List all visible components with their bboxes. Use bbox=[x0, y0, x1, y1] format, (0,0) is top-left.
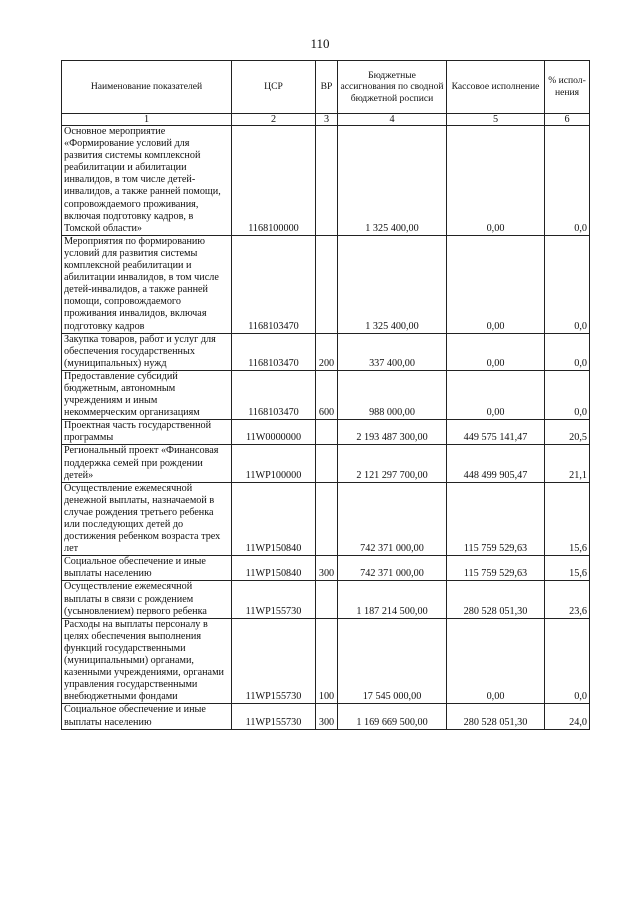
row-budget: 1 325 400,00 bbox=[338, 235, 447, 333]
row-pct: 0,0 bbox=[545, 333, 590, 370]
row-budget: 2 121 297 700,00 bbox=[338, 445, 447, 482]
row-vr bbox=[316, 482, 338, 556]
row-name: Проектная часть государственной программы bbox=[62, 420, 232, 445]
row-budget: 1 169 669 500,00 bbox=[338, 704, 447, 729]
row-csr: 11WP150840 bbox=[232, 482, 316, 556]
row-pct: 20,5 bbox=[545, 420, 590, 445]
row-cash: 0,00 bbox=[447, 126, 545, 236]
row-csr: 1168103470 bbox=[232, 370, 316, 419]
row-budget: 1 325 400,00 bbox=[338, 126, 447, 236]
row-budget: 988 000,00 bbox=[338, 370, 447, 419]
table-row bbox=[62, 556, 590, 581]
table-row bbox=[62, 235, 590, 333]
row-csr: 11WP100000 bbox=[232, 445, 316, 482]
row-cash: 115 759 529,63 bbox=[447, 482, 545, 556]
row-budget: 337 400,00 bbox=[338, 333, 447, 370]
row-csr: 11W0000000 bbox=[232, 420, 316, 445]
row-vr bbox=[316, 235, 338, 333]
header-name: Наименование показателей bbox=[62, 61, 232, 114]
row-name: Мероприятия по формированию условий для развития системы комплексной реабилитации и абилитации инвалидов, в том числе детей-инвалидов, а также ранней помощи, сопровождаемого проживания инвалидов, включая подготовку кадров bbox=[62, 235, 232, 333]
row-cash: 0,00 bbox=[447, 333, 545, 370]
row-name: Осуществление ежемесячной выплаты в связи с рождением (усыновлением) первого ребенка bbox=[62, 581, 232, 618]
row-vr: 300 bbox=[316, 556, 338, 581]
page-number: 110 bbox=[310, 36, 330, 51]
row-pct: 0,0 bbox=[545, 235, 590, 333]
row-csr: 11WP155730 bbox=[232, 581, 316, 618]
column-number: 2 bbox=[232, 114, 316, 126]
row-pct: 21,1 bbox=[545, 445, 590, 482]
table-row bbox=[62, 420, 590, 445]
row-name: Осуществление ежемесячной денежной выплаты, назначаемой в случае рождения третьего ребенка или последующих детей до достижения ребенком возраста трех лет bbox=[62, 482, 232, 556]
row-csr: 11WP155730 bbox=[232, 618, 316, 704]
row-cash: 280 528 051,30 bbox=[447, 581, 545, 618]
header-pct: % испол-нения bbox=[545, 61, 590, 114]
row-name: Предоставление субсидий бюджетным, автономным учреждениям и иным некоммерческим организациям bbox=[62, 370, 232, 419]
row-vr bbox=[316, 126, 338, 236]
header-budget: Бюджетные ассигнования по сводной бюджетной росписи bbox=[338, 61, 447, 114]
row-vr: 600 bbox=[316, 370, 338, 419]
row-name: Закупка товаров, работ и услуг для обеспечения государственных (муниципальных) нужд bbox=[62, 333, 232, 370]
column-number: 1 bbox=[62, 114, 232, 126]
row-pct: 23,6 bbox=[545, 581, 590, 618]
row-vr bbox=[316, 581, 338, 618]
table-row bbox=[62, 445, 590, 482]
row-cash: 280 528 051,30 bbox=[447, 704, 545, 729]
row-budget: 742 371 000,00 bbox=[338, 482, 447, 556]
row-budget: 2 193 487 300,00 bbox=[338, 420, 447, 445]
row-csr: 11WP155730 bbox=[232, 704, 316, 729]
row-name: Основное мероприятие «Формирование условий для развития системы комплексной реабилитации и абилитации инвалидов, в том числе детей-инвалидов, а также ранней помощи, сопровождаемого проживания, включая подготовку кадров, в Томской области» bbox=[62, 126, 232, 236]
header-row bbox=[62, 61, 590, 114]
table-row bbox=[62, 581, 590, 618]
row-cash: 0,00 bbox=[447, 235, 545, 333]
row-name: Расходы на выплаты персоналу в целях обеспечения выполнения функций государственными (муниципальными) органами, казенными учреждениями, органами управления государственными внебюджетными фондами bbox=[62, 618, 232, 704]
column-number: 4 bbox=[338, 114, 447, 126]
table-row bbox=[62, 333, 590, 370]
row-vr bbox=[316, 420, 338, 445]
row-pct: 15,6 bbox=[545, 556, 590, 581]
column-number-row bbox=[62, 114, 590, 126]
row-pct: 15,6 bbox=[545, 482, 590, 556]
row-pct: 0,0 bbox=[545, 370, 590, 419]
table-body bbox=[62, 126, 590, 730]
row-csr: 1168100000 bbox=[232, 126, 316, 236]
row-vr bbox=[316, 445, 338, 482]
header-vr: ВР bbox=[316, 61, 338, 114]
row-cash: 448 499 905,47 bbox=[447, 445, 545, 482]
row-vr: 200 bbox=[316, 333, 338, 370]
row-csr: 11WP150840 bbox=[232, 556, 316, 581]
row-vr: 300 bbox=[316, 704, 338, 729]
row-name: Социальное обеспечение и иные выплаты населению bbox=[62, 556, 232, 581]
row-budget: 17 545 000,00 bbox=[338, 618, 447, 704]
row-cash: 115 759 529,63 bbox=[447, 556, 545, 581]
row-name: Региональный проект «Финансовая поддержка семей при рождении детей» bbox=[62, 445, 232, 482]
row-csr: 1168103470 bbox=[232, 235, 316, 333]
budget-execution-table bbox=[61, 60, 590, 730]
table-row bbox=[62, 704, 590, 729]
row-pct: 0,0 bbox=[545, 618, 590, 704]
row-vr: 100 bbox=[316, 618, 338, 704]
header-cash: Кассовое исполнение bbox=[447, 61, 545, 114]
row-budget: 742 371 000,00 bbox=[338, 556, 447, 581]
row-csr: 1168103470 bbox=[232, 333, 316, 370]
row-cash: 0,00 bbox=[447, 370, 545, 419]
row-pct: 0,0 bbox=[545, 126, 590, 236]
row-cash: 449 575 141,47 bbox=[447, 420, 545, 445]
row-cash: 0,00 bbox=[447, 618, 545, 704]
table-row bbox=[62, 618, 590, 704]
table-row bbox=[62, 126, 590, 236]
row-budget: 1 187 214 500,00 bbox=[338, 581, 447, 618]
column-number: 6 bbox=[545, 114, 590, 126]
column-number: 3 bbox=[316, 114, 338, 126]
table-row bbox=[62, 370, 590, 419]
row-name: Социальное обеспечение и иные выплаты населению bbox=[62, 704, 232, 729]
row-pct: 24,0 bbox=[545, 704, 590, 729]
header-csr: ЦСР bbox=[232, 61, 316, 114]
column-number: 5 bbox=[447, 114, 545, 126]
table-row bbox=[62, 482, 590, 556]
